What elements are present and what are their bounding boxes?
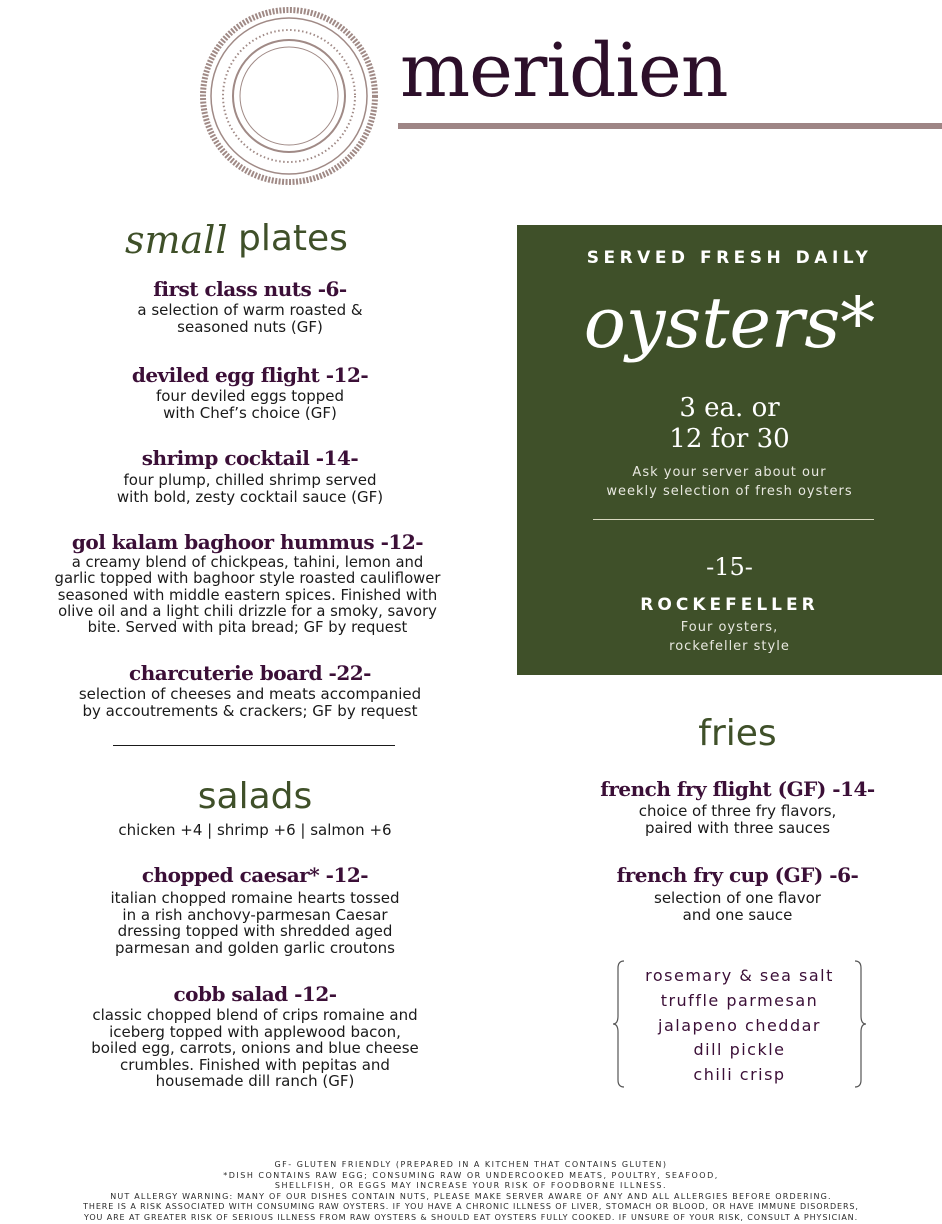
footer-disclaimer (0, 1160, 942, 1224)
footer-line: YOU ARE AT GREATER RISK OF SERIOUS ILLNESS FROM RAW OYSTERS & SHOULD EAT OYSTERS FULLY COOKED. IF UNSURE OF YOUR RISK, CONSULT A PHYSICIAN. (83, 1212, 859, 1222)
item-title: deviled egg flight -12- (131, 363, 369, 387)
item-title: shrimp cocktail -14- (141, 446, 359, 470)
fry-flavors (612, 960, 867, 1088)
small-plates-heading (120, 212, 360, 272)
item-title: french fry flight (GF) -14- (600, 777, 875, 801)
oyster-price: 3 ea. or 12 for 30 (669, 393, 790, 455)
menu-item (30, 983, 480, 1090)
logo-emblem (198, 5, 380, 187)
item-desc: choice of three fry flavors, paired with three sauces (638, 802, 837, 837)
item-title: first class nuts -6- (153, 277, 347, 301)
menu-item (40, 447, 460, 505)
item-desc: selection of one flavor and one sauce (654, 889, 821, 924)
footer-line: THERE IS A RISK ASSOCIATED WITH CONSUMING RAW OYSTERS. IF YOU HAVE A CHRONIC ILLNESS OF LIVER, STOMACH OR BLOOD, OR HAVE IMMUNE DISORDERS, (83, 1202, 859, 1212)
footer-line: GF- GLUTEN FRIENDLY (PREPARED IN A KITCHEN THAT CONTAINS GLUTEN) (274, 1160, 668, 1169)
item-title: chopped caesar* -12- (141, 863, 369, 887)
item-title: gol kalam baghoor hummus -12- (71, 530, 424, 554)
flavor-item: truffle parmesan (660, 990, 819, 1010)
item-desc: four deviled eggs topped with Chef’s choice (GF) (155, 387, 345, 422)
menu-item (60, 364, 440, 421)
item-desc: classic chopped blend of crips romaine and iceberg topped with applewood bacon, boiled egg, carrots, onions and blue cheese crumbles. Finished with pepitas and housemade dill ranch (GF) (91, 1006, 419, 1090)
footer-line: SHELLFISH, OR EGGS MAY INCREASE YOUR RISK OF FOODBORNE ILLNESS. (274, 1181, 668, 1191)
salad-addons (60, 822, 450, 839)
brand-rule (398, 123, 942, 129)
rockefeller-label: ROCKEFELLER (640, 595, 819, 615)
oyster-panel (517, 225, 942, 675)
fries-heading: fries (698, 713, 777, 754)
menu-item (50, 864, 460, 956)
item-title: french fry cup (GF) -6- (616, 863, 859, 887)
rockefeller-price: -15- (706, 553, 753, 581)
oyster-ask: Ask your server about our weekly selection of fresh oysters (606, 465, 853, 499)
item-desc: italian chopped romaine hearts tossed in a rish anchovy-parmesan Caesar dressing topped with shredded aged parmesan and golden garlic croutons (110, 889, 400, 957)
flavor-list (612, 964, 867, 1088)
menu-item (20, 662, 480, 719)
oyster-fresh-label: SERVED FRESH DAILY (586, 248, 873, 268)
oyster-divider (593, 519, 874, 520)
item-desc: selection of cheeses and meats accompanied by accoutrements & crackers; GF by request (78, 685, 422, 720)
menu-item (590, 864, 885, 923)
item-desc: a selection of warm roasted & seasoned nuts (GF) (137, 301, 363, 336)
flavor-item: jalapeno cheddar (658, 1015, 821, 1035)
salads-heading: salads (197, 776, 313, 817)
menu-item (10, 531, 485, 636)
salad-addons-text: chicken +4 | shrimp +6 | salmon +6 (118, 821, 392, 839)
brand-name: meridien (400, 28, 728, 114)
small-plates-heading-text: plates (238, 218, 348, 259)
item-desc: four plump, chilled shrimp served with bold, zesty cocktail sauce (GF) (116, 471, 384, 506)
section-divider (113, 745, 395, 746)
item-desc: a creamy blend of chickpeas, tahini, lemon and garlic topped with baghoor style roasted cauliflower seasoned with middle eastern spices. Finished with olive oil and a light chili drizzle for a smoky, savory bite. Served with pita bread; GF by request (54, 554, 441, 637)
small-plates-heading-script: small (125, 218, 228, 262)
oyster-script-title: oysters* (583, 282, 876, 364)
footer-line: NUT ALLERGY WARNING: MANY OF OUR DISHES CONTAIN NUTS, PLEASE MAKE SERVER AWARE OF ANY AND ALL ALLERGIES BEFORE ORDERING. (110, 1191, 832, 1201)
item-title: charcuterie board -22- (129, 661, 371, 685)
menu-item (60, 278, 440, 335)
flavor-item: dill pickle (693, 1040, 786, 1060)
flavor-item: chili crisp (693, 1065, 786, 1085)
rockefeller-desc: Four oysters, rockefeller style (669, 620, 790, 654)
menu-item (590, 778, 885, 836)
flavor-item: rosemary & sea salt (645, 966, 834, 985)
item-title: cobb salad -12- (173, 982, 337, 1006)
footer-line: *DISH CONTAINS RAW EGG; CONSUMING RAW OR UNDERCOOKED MEATS, POULTRY, SEAFOOD, (223, 1170, 719, 1180)
